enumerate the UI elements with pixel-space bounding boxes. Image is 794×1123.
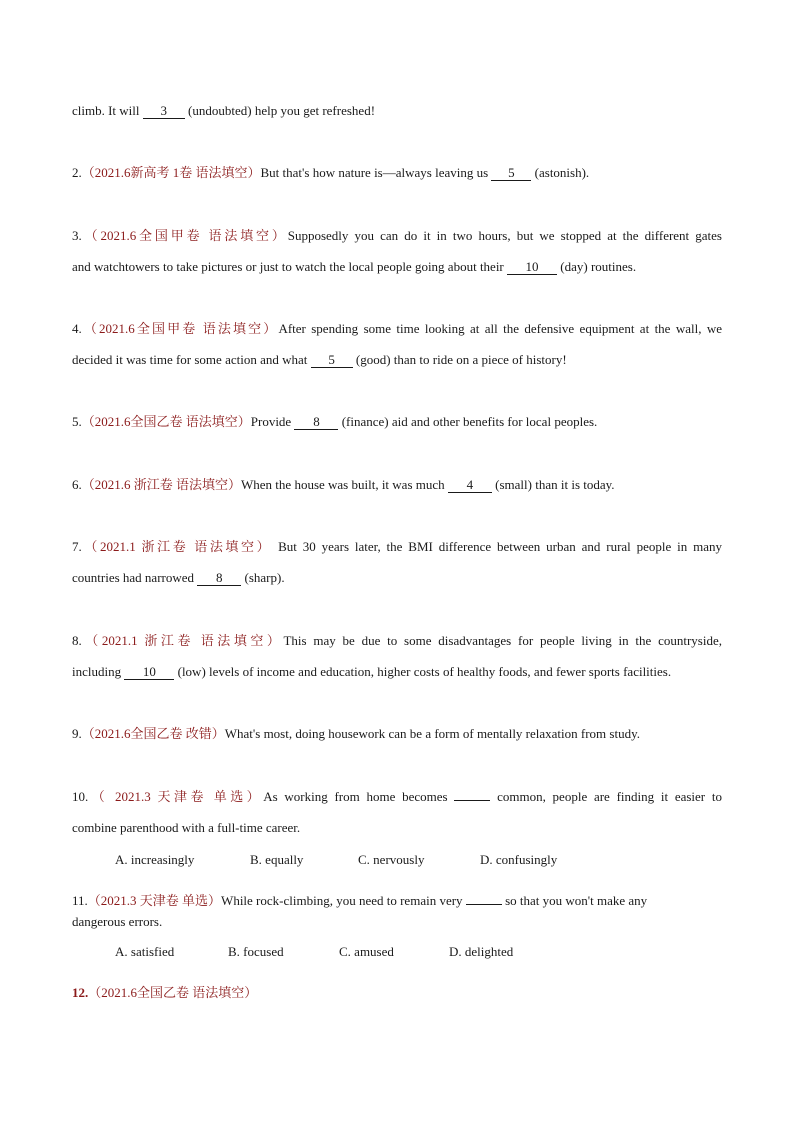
option-c[interactable]: C. nervously — [358, 852, 425, 867]
question-number: 7. — [72, 539, 82, 554]
question-source: （2021.6全国乙卷 改错） — [81, 726, 225, 741]
question-5: 5.（2021.6全国乙卷 语法填空）Provide 8 (finance) aid and other benefits for local peoples. — [72, 414, 598, 429]
question-number: 10. — [72, 789, 89, 804]
question-source: （2021.6全国乙卷 语法填空） — [88, 985, 258, 1000]
question-number: 9. — [72, 726, 82, 741]
option-d[interactable]: D. confusingly — [480, 852, 558, 867]
question-source: （2021.3 天津卷 单选） — [87, 893, 222, 908]
answer-blank: 8 — [197, 571, 241, 586]
option-d[interactable]: D. delighted — [449, 944, 514, 959]
answer-blank: 10 — [507, 260, 557, 275]
answer-blank: 4 — [448, 478, 492, 493]
answer-blank: 8 — [294, 415, 338, 430]
q1-line1: climb. It will 3 (undoubted) help you get refreshed! — [72, 103, 376, 118]
question-number: 4. — [72, 321, 82, 336]
option-b[interactable]: B. focused — [228, 944, 284, 959]
option-a[interactable]: A. satisfied — [115, 944, 175, 959]
question-10-line2: combine parenthood with a full-time career. — [72, 820, 301, 835]
question-source: （2021.6全国乙卷 语法填空） — [81, 414, 251, 429]
answer-blank — [466, 904, 502, 905]
question-8-line2: including 10 (low) levels of income and education, higher costs of healthy foods, and fewer sports facilities. — [72, 664, 672, 679]
question-3: 3.（2021.6全国甲卷 语法填空）Supposedly you can do it in two hours, but we stopped at the different gates — [72, 228, 722, 243]
question-8: 8.（2021.1 浙江卷 语法填空）This may be due to some disadvantages for people living in the countryside, — [72, 633, 722, 648]
question-number: 5. — [72, 414, 82, 429]
question-source: （2021.1 浙江卷 语法填空） — [81, 539, 273, 554]
option-b[interactable]: B. equally — [250, 852, 304, 867]
question-2: 2.（2021.6新高考 1卷 语法填空）But that's how nature is—always leaving us 5 (astonish). — [72, 165, 590, 180]
question-source: （2021.6全国甲卷 语法填空） — [81, 228, 288, 243]
answer-blank — [454, 800, 490, 801]
question-9: 9.（2021.6全国乙卷 改错）What's most, doing housework can be a form of mentally relaxation from study. — [72, 726, 640, 741]
question-source: （2021.6 浙江卷 语法填空） — [81, 477, 242, 492]
question-3-line2: and watchtowers to take pictures or just to watch the local people going about their 10 (day) routines. — [72, 259, 637, 274]
question-number: 8. — [72, 633, 82, 648]
question-number: 3. — [72, 228, 82, 243]
option-c[interactable]: C. amused — [339, 944, 394, 959]
question-source: （ 2021.3 天津卷 单选） — [88, 789, 264, 804]
question-number: 11. — [72, 893, 88, 908]
question-source: （2021.1 浙江卷 语法填空） — [81, 633, 284, 648]
question-number: 2. — [72, 165, 82, 180]
question-11-line2: dangerous errors. — [72, 914, 163, 929]
option-a[interactable]: A. increasingly — [115, 852, 195, 867]
question-7: 7.（2021.1 浙江卷 语法填空） But 30 years later, the BMI difference between urban and rural people in many — [72, 539, 722, 554]
answer-blank: 5 — [311, 353, 353, 368]
question-6: 6.（2021.6 浙江卷 语法填空）When the house was built, it was much 4 (small) than it is today. — [72, 477, 615, 492]
question-12 — [72, 984, 722, 1002]
question-7-line2: countries had narrowed 8 (sharp). — [72, 570, 285, 585]
answer-blank: 3 — [143, 104, 185, 119]
question-source: （2021.6全国甲卷 语法填空） — [81, 321, 279, 336]
question-4: 4.（2021.6全国甲卷 语法填空）After spending some time looking at all the defensive equipment at the wall, we — [72, 321, 722, 336]
answer-blank: 10 — [124, 665, 174, 680]
answer-blank: 5 — [491, 166, 531, 181]
question-number: 12. — [72, 985, 89, 1000]
question-4-line2: decided it was time for some action and what 5 (good) than to ride on a piece of history! — [72, 352, 567, 367]
question-source: （2021.6新高考 1卷 语法填空） — [81, 165, 261, 180]
question-11: 11.（2021.3 天津卷 单选）While rock-climbing, you need to remain very so that you won't make any — [72, 893, 648, 908]
question-number: 6. — [72, 477, 82, 492]
question-10: 10.（ 2021.3 天津卷 单选）As working from home becomes common, people are finding it easier to — [72, 789, 722, 804]
